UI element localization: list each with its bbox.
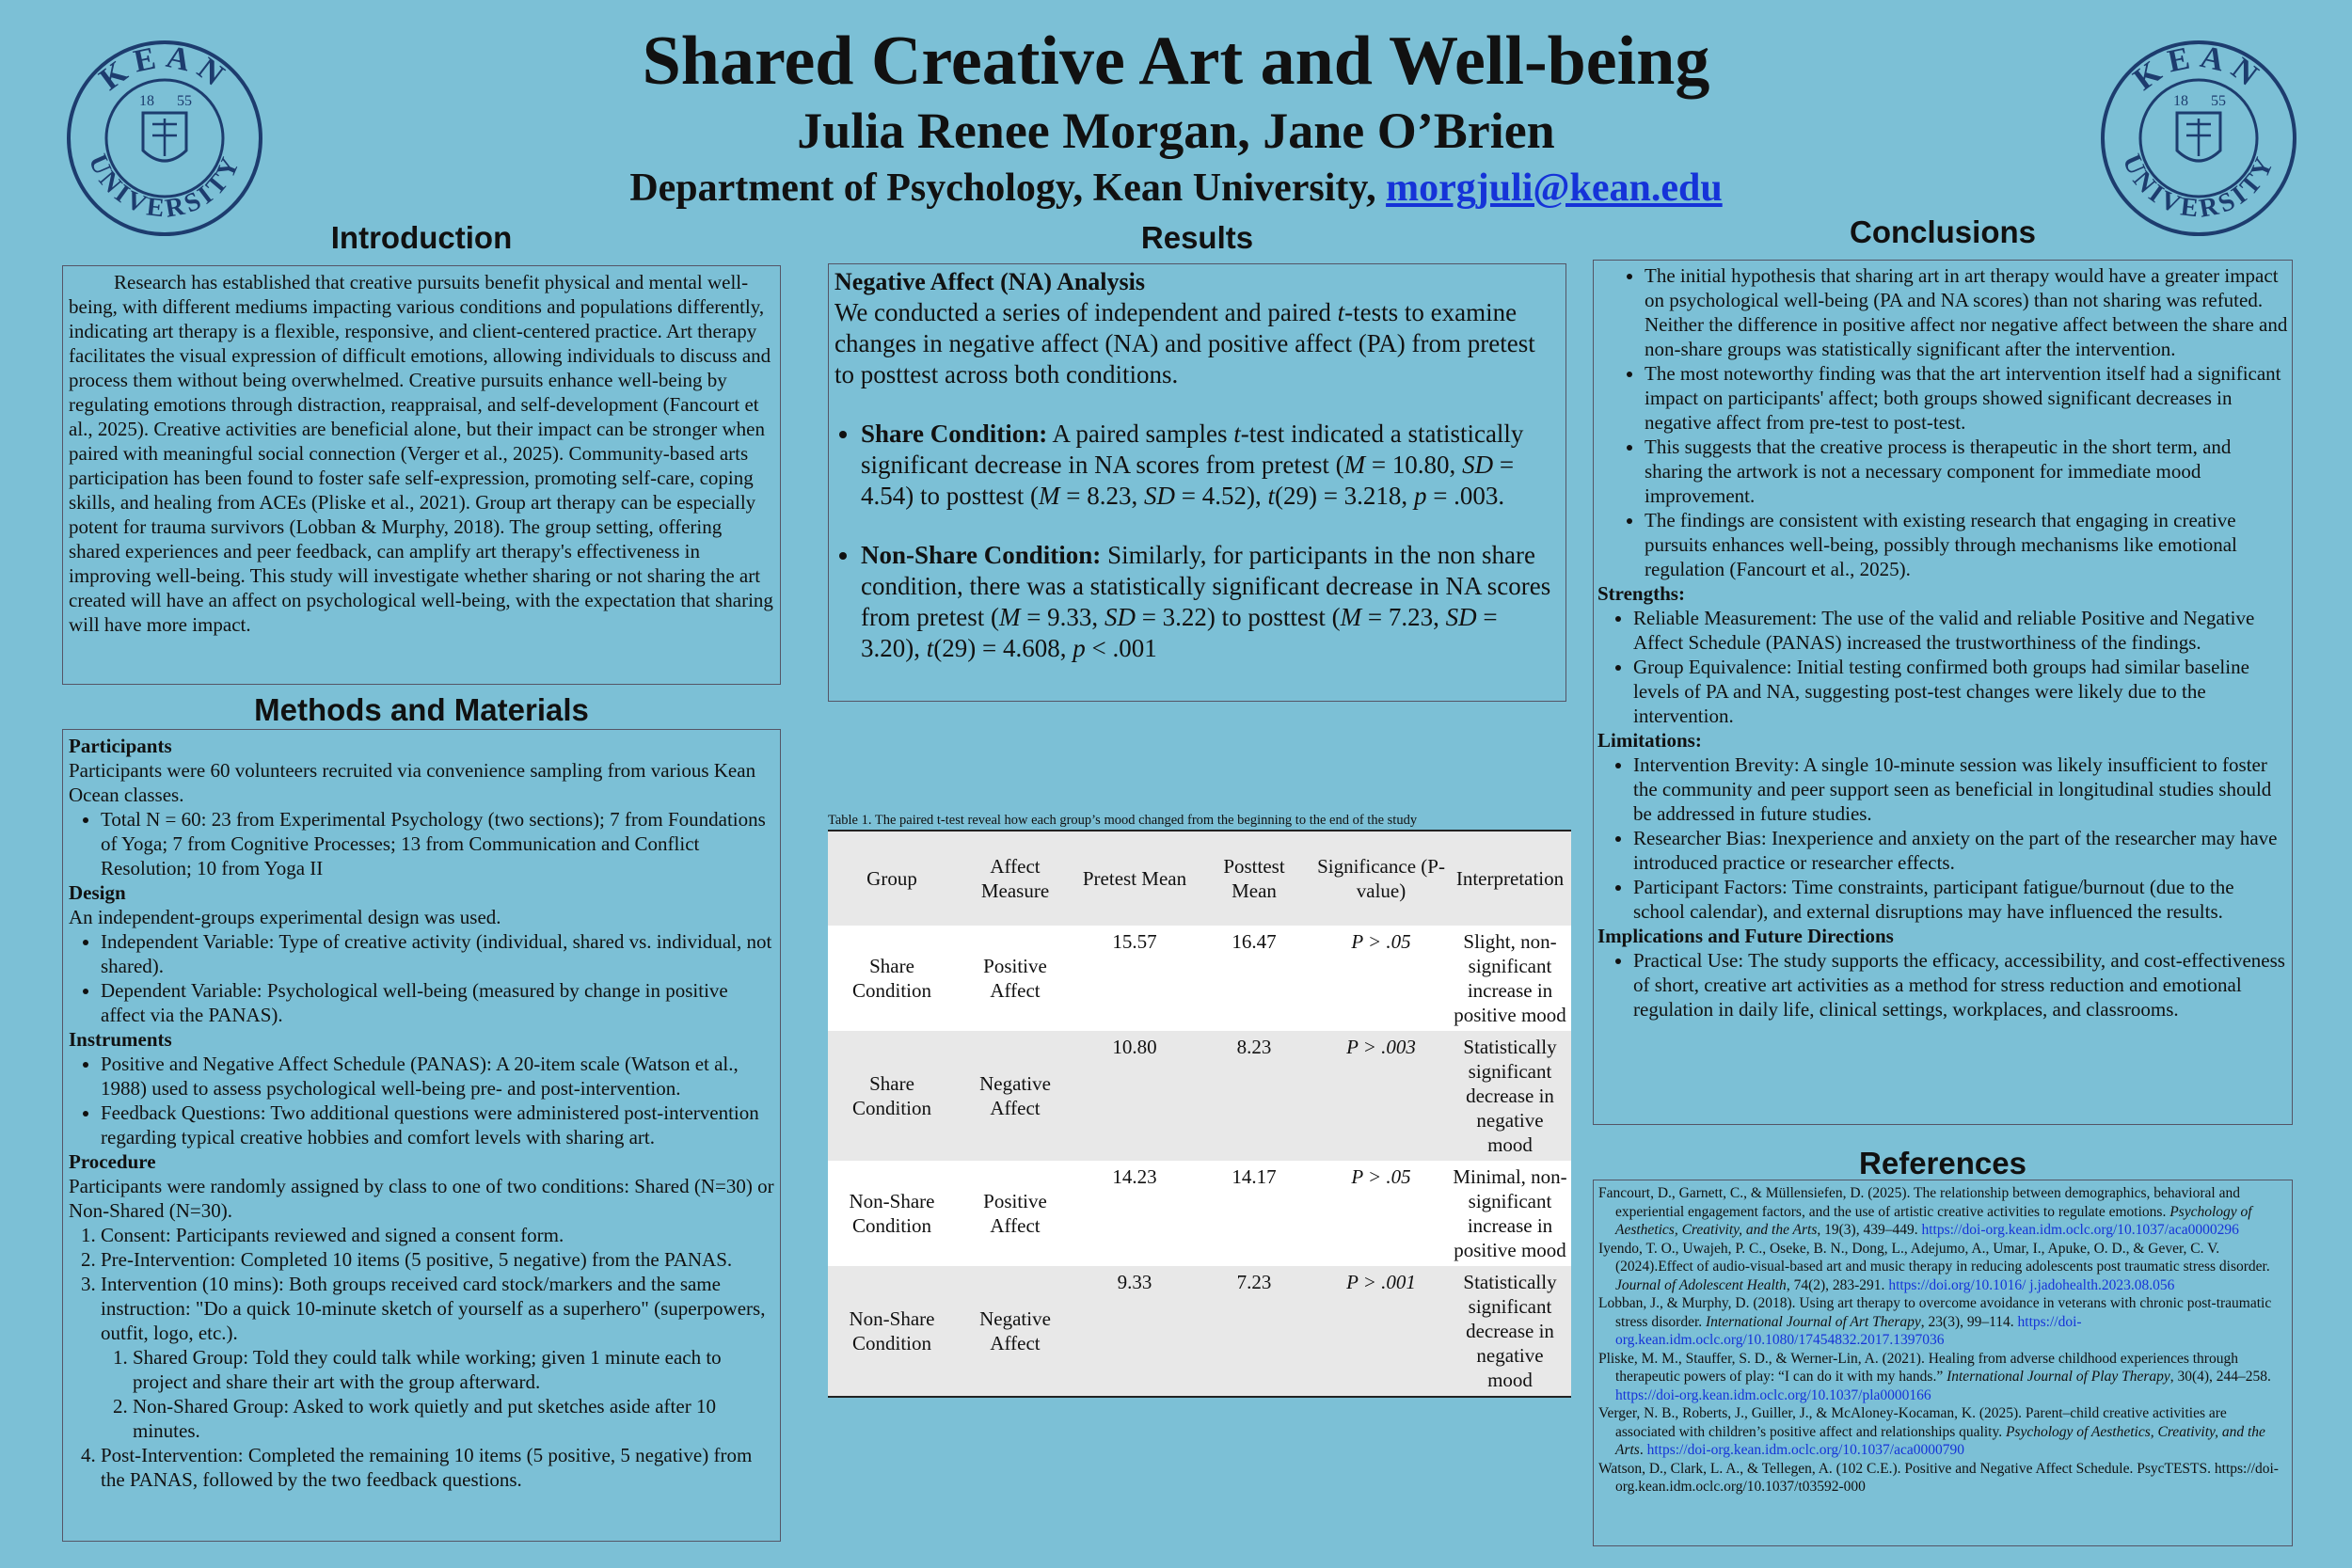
design-bullet: • Independent Variable: Type of creative activity (individual, shared vs. individual, not shared).: [101, 929, 774, 978]
table-cell-interp: Statistically significant decrease in negative mood: [1463, 1036, 1557, 1156]
logo-year-right: 55: [2211, 93, 2226, 109]
table-cell-pre: 15.57: [1112, 930, 1157, 953]
design-text: An independent-groups experimental design was used.: [69, 906, 501, 928]
limitations-title: Limitations:: [1597, 729, 1702, 752]
svg-text:KEAN: [93, 40, 236, 98]
procedure-substep: 2. Non-Shared Group: Asked to work quietly and put sketches aside after 10 minutes.: [133, 1394, 774, 1443]
reference-link[interactable]: https://doi-org.kean.idm.oclc.org/10.1037/aca0000296: [1921, 1222, 2239, 1238]
methods-box: [62, 729, 781, 1542]
reference-link[interactable]: https://doi.org/10.1016/ j.jadohealth.2023.08.056: [1888, 1276, 2175, 1293]
poster-department: [0, 167, 2352, 209]
table-cell-sig: P > .003: [1346, 1036, 1416, 1058]
implications-title: Implications and Future Directions: [1597, 925, 1894, 947]
table-cell-interp: Minimal, non-significant increase in positive mood: [1453, 1165, 1567, 1261]
share-condition-result: • Share Condition: A paired samples t-test indicated a statistically significant decrease in NA scores from pretest (M = 10.80, SD = 4.54) to posttest (M = 8.23, SD = 4.52), t(29) = 3.218, p = .003.: [861, 419, 1560, 512]
reference-link[interactable]: https://doi-org.kean.idm.oclc.org/10.1037/aca0000790: [1646, 1442, 1964, 1458]
introduction-box: [62, 265, 781, 685]
participants-bullet: • Total N = 60: 23 from Experimental Psychology (two sections); 7 from Foundations of Yoga; 7 from Cognitive Processes; 13 from Communication and Conflict Resolution; 10 from Yoga II: [101, 807, 774, 880]
table-cell-group: Share Condition: [851, 955, 931, 1002]
design-list: [69, 929, 774, 1027]
table-cell-group: Share Condition: [851, 1072, 931, 1119]
implications-list: [1597, 948, 2288, 1022]
strength-bullet: • Group Equivalence: Initial testing confirmed both groups had similar baseline levels of PA and NA, suggesting post-test changes were likely due to the intervention.: [1633, 655, 2288, 728]
poster-title: Shared Creative Art and Well-being: [642, 23, 1710, 100]
table-cell-group: Non-Share Condition: [849, 1190, 935, 1237]
references-box: [1593, 1180, 2293, 1546]
strength-bullet: • Reliable Measurement: The use of the valid and reliable Positive and Negative Affect Schedule (PANAS) increased the trustworthiness of the findings.: [1633, 606, 2288, 655]
table-cell-post: 16.47: [1232, 930, 1277, 953]
table-cell-pre: 10.80: [1112, 1036, 1157, 1058]
reference-item: Lobban, J., & Murphy, D. (2018). Using art therapy to overcome avoidance in veterans with chronic post-traumatic stress disorder. International Journal of Art Therapy, 23(3), 99–114. https://doi-org.kean.idm.oclc.org/10.1080/17454832.2017.1397036: [1598, 1295, 2272, 1348]
table-row: [828, 1266, 1571, 1396]
results-list: [834, 419, 1560, 664]
instruments-bullet: • Positive and Negative Affect Schedule (PANAS): A 20-item scale (Watson et al., 1988) used to assess psychological well-being pre- and post-intervention.: [101, 1052, 774, 1101]
poster-authors: Julia Renee Morgan, Jane O’Brien: [797, 103, 1555, 159]
table-header-cell: Posttest Mean: [1223, 855, 1285, 902]
logo-top-text: KEAN: [2127, 40, 2271, 98]
conclusions-list: [1597, 263, 2288, 581]
table-caption: Table 1. The paired t-test reveal how each group’s mood changed from the beginning to the end of the study: [828, 813, 1418, 828]
strengths-title: Strengths:: [1597, 582, 1685, 605]
reference-item: Fancourt, D., Garnett, C., & Müllensiefen, D. (2025). The relationship between demographics, behavioral and experiential engagement factors, and the use of artistic creative activities to regulate emotions. Psychology of Aesthetics, Creativity, and the Arts, 19(3), 439–449. https://doi-org.kean.idm.oclc.org/10.1037/aca0000296: [1598, 1185, 2252, 1238]
conclusion-bullet: • The most noteworthy finding was that the art intervention itself had a significant impact on participants' affect; both groups showed significant decreases in negative affect from pre-test to post-test.: [1645, 361, 2288, 435]
conclusion-bullet: • This suggests that the creative process is therapeutic in the short term, and sharing the artwork is not a necessary component for immediate mood improvement.: [1645, 435, 2288, 508]
table-header-cell: Group: [866, 867, 917, 890]
table-header-cell: Pretest Mean: [1082, 867, 1187, 890]
procedure-steps: [69, 1223, 774, 1492]
procedure-step: 4. Post-Intervention: Completed the remaining 10 items (5 positive, 5 negative) from the PANAS, followed by the two feedback questions.: [101, 1443, 774, 1492]
procedure-step: [101, 1272, 774, 1443]
kean-logo-left: [66, 40, 263, 237]
implication-bullet: • Practical Use: The study supports the efficacy, accessibility, and cost-effectiveness of short, creative art activities as a method for stress reduction and emotional regulation in daily life, clinical settings, workplaces, and classrooms.: [1633, 948, 2288, 1022]
design-title: Design: [69, 881, 126, 904]
logo-year-left: 18: [2173, 93, 2188, 109]
procedure-substep: 1. Shared Group: Told they could talk while working; given 1 minute each to project and share their art with the group afterward.: [133, 1345, 774, 1394]
conclusion-bullet: • The initial hypothesis that sharing art in art therapy would have a greater impact on psychological well-being (PA and NA scores) than not sharing was refuted. Neither the difference in positive affect nor negative affect between the share and non-share groups was statistically significant after the intervention.: [1645, 263, 2288, 361]
table-header-row: [828, 832, 1571, 926]
table-cell-measure: Negative Affect: [979, 1072, 1051, 1119]
table-cell-sig: P > .05: [1351, 930, 1411, 953]
introduction-heading: Introduction: [330, 220, 513, 255]
table-cell-interp: Slight, non-significant increase in positive mood: [1454, 930, 1566, 1026]
table-row: [828, 1031, 1571, 1161]
department-text: Department of Psychology, Kean University,: [629, 166, 1387, 210]
reference-link[interactable]: https://doi-org.kean.idm.oclc.org/10.1080/17454832.2017.1397036: [1615, 1313, 2082, 1348]
table-cell-measure: Positive Affect: [983, 955, 1047, 1002]
kean-logo-right: [2100, 40, 2297, 237]
logo-bottom-text: UNIVERSITY: [82, 150, 247, 224]
participants-title: Participants: [69, 735, 172, 757]
table-header-cell: Affect Measure: [980, 855, 1050, 902]
table-row: [828, 926, 1571, 1031]
results-table-wrap: [828, 830, 1571, 1398]
limitation-bullet: • Intervention Brevity: A single 10-minute session was likely insufficient to foster the community and peer support seen as beneficial in longitudinal studies should be addressed in future studies.: [1633, 752, 2288, 826]
table-cell-interp: Statistically significant decrease in negative mood: [1463, 1271, 1557, 1391]
table-cell-measure: Negative Affect: [979, 1307, 1051, 1354]
procedure-title: Procedure: [69, 1150, 156, 1173]
methods-heading: Methods and Materials: [254, 692, 589, 727]
table-cell-pre: 14.23: [1112, 1165, 1157, 1188]
instruments-list: [69, 1052, 774, 1149]
limitation-bullet: • Participant Factors: Time constraints, participant fatigue/burnout (due to the school calendar), and external disruptions may have influenced the results.: [1633, 875, 2288, 924]
instruments-bullet: • Feedback Questions: Two additional questions were administered post-intervention regarding typical creative hobbies and comfort levels with sharing art.: [101, 1101, 774, 1149]
procedure-step: 1. Consent: Participants reviewed and signed a consent form.: [101, 1223, 774, 1247]
results-table: [828, 832, 1571, 1396]
conclusion-bullet: • The findings are consistent with existing research that engaging in creative pursuits enhances well-being, possibly through mechanisms like emotional regulation (Fancourt et al., 2025).: [1645, 508, 2288, 581]
nonshare-condition-result: • Non-Share Condition: Similarly, for participants in the non share condition, there was a statistically significant decrease in NA scores from pretest (M = 9.33, SD = 3.22) to posttest (M = 7.23, SD = 3.20), t(29) = 4.608, p < .001: [861, 540, 1560, 664]
participants-list: [69, 807, 774, 880]
svg-text:KEAN: [2127, 40, 2270, 98]
participants-text: Participants were 60 volunteers recruited via convenience sampling from various Kean Ocean classes.: [69, 759, 756, 806]
email-link[interactable]: morgjuli@kean.edu: [1386, 166, 1723, 210]
reference-item: Iyendo, T. O., Uwajeh, P. C., Oseke, B. N., Dong, L., Adejumo, A., Umar, I., Apuke, O. D., & Gever, C. V. (2024).Effect of audio-visual-based art and music therapy in reducing adolescents post traumatic stress disorder. Journal of Adolescent Health, 74(2), 283-291. https://doi.org/10.1016/ j.jadohealth.2023.08.056: [1598, 1240, 2270, 1293]
table-header-cell: Significance (P-value): [1317, 855, 1445, 902]
strengths-list: [1597, 606, 2288, 728]
logo-top-text: KEAN: [93, 40, 237, 98]
limitation-bullet: • Researcher Bias: Inexperience and anxiety on the part of the researcher may have introduced practice or researcher effects.: [1633, 826, 2288, 875]
results-heading: Results: [1140, 220, 1254, 255]
table-cell-post: 8.23: [1236, 1036, 1272, 1058]
instruments-title: Instruments: [69, 1028, 172, 1051]
table-row: [828, 1161, 1571, 1266]
procedure-text: Participants were randomly assigned by class to one of two conditions: Shared (N=30) or Non-Shared (N=30).: [69, 1175, 774, 1222]
table-cell-measure: Positive Affect: [983, 1190, 1047, 1237]
results-box: [828, 263, 1566, 702]
table-cell-group: Non-Share Condition: [849, 1307, 935, 1354]
references-heading: References: [1859, 1146, 2026, 1180]
procedure-step-text: Intervention (10 mins): Both groups received card stock/markers and the same instruction: "Do a quick 10-minute sketch of yourself as a superhero" (superpowers, outfit, logo, etc.).: [101, 1273, 766, 1344]
design-bullet: • Dependent Variable: Psychological well-being (measured by change in positive affect via the PANAS).: [101, 978, 774, 1027]
introduction-text: Research has established that creative pursuits benefit physical and mental well-being, with different mediums impacting various conditions and populations differently, indicating art therapy is a flexible, responsive, and client-centered practice. Art therapy facilitates the visual expression of difficult emotions, allowing individuals to discuss and process them without being overwhelmed. Creative pursuits enhance well-being by regulating emotions through distraction, reappraisal, and self-development (Fancourt et al., 2025). Creative activities are beneficial alone, but their impact can be stronger when paired with meaningful social connection (Verger et al., 2025). Community-based arts participation has been found to foster safe self-expression, promoting self-care, coping skills, and healing from ACEs (Pliske et al., 2021). Group art therapy can be especially potent for trauma survivors (Lobban & Murphy, 2018). The group setting, offering shared experiences and peer feedback, can amplify art therapy's effectiveness in improving well-being. This study will investigate whether sharing or not sharing the art created will have an affect on psychological well-being, with the expectation that sharing will have more impact.: [69, 271, 773, 636]
na-intro: We conducted a series of independent and paired t-tests to examine changes in negative affect (NA) and positive affect (PA) from pretest to posttest across both conditions.: [834, 298, 1535, 388]
table-cell-pre: 9.33: [1117, 1271, 1152, 1293]
table-cell-post: 14.17: [1232, 1165, 1277, 1188]
reference-item: Pliske, M. M., Stauffer, S. D., & Werner-Lin, A. (2021). Healing from adverse childhood experiences through therapeutic powers of play: “I can do it with my hands.” International Journal of Play Therapy, 30(4), 244–258. https://doi-org.kean.idm.oclc.org/10.1037/pla0000166: [1598, 1350, 2271, 1403]
table-cell-sig: P > .05: [1351, 1165, 1411, 1188]
reference-item: Verger, N. B., Roberts, J., Guiller, J., & McAloney-Kocaman, K. (2025). Parent–child creative activities are associated with children’s positive affect and relationships quality. Psychology of Aesthetics, Creativity, and the Arts. https://doi-org.kean.idm.oclc.org/10.1037/aca0000790: [1598, 1405, 2265, 1458]
na-analysis-title: Negative Affect (NA) Analysis: [834, 268, 1145, 295]
conclusions-box: [1593, 260, 2293, 1125]
logo-year-right: 55: [177, 93, 192, 109]
procedure-step: 2. Pre-Intervention: Completed 10 items (5 positive, 5 negative) from the PANAS.: [101, 1247, 774, 1272]
table-cell-sig: P > .001: [1346, 1271, 1416, 1293]
table-cell-post: 7.23: [1236, 1271, 1272, 1293]
logo-bottom-text: UNIVERSITY: [2116, 150, 2281, 224]
logo-year-left: 18: [139, 93, 154, 109]
table-header-cell: Interpretation: [1455, 867, 1565, 890]
procedure-substeps: [101, 1345, 774, 1443]
reference-link[interactable]: https://doi-org.kean.idm.oclc.org/10.1037/pla0000166: [1615, 1386, 1931, 1403]
limitations-list: [1597, 752, 2288, 924]
reference-item: Watson, D., Clark, L. A., & Tellegen, A. (102 C.E.). Positive and Negative Affect Schedule. PsycTESTS. https://doi-org.kean.idm.oclc.org/10.1037/t03592-000: [1598, 1460, 2279, 1495]
conclusions-heading: Conclusions: [1849, 214, 2037, 249]
